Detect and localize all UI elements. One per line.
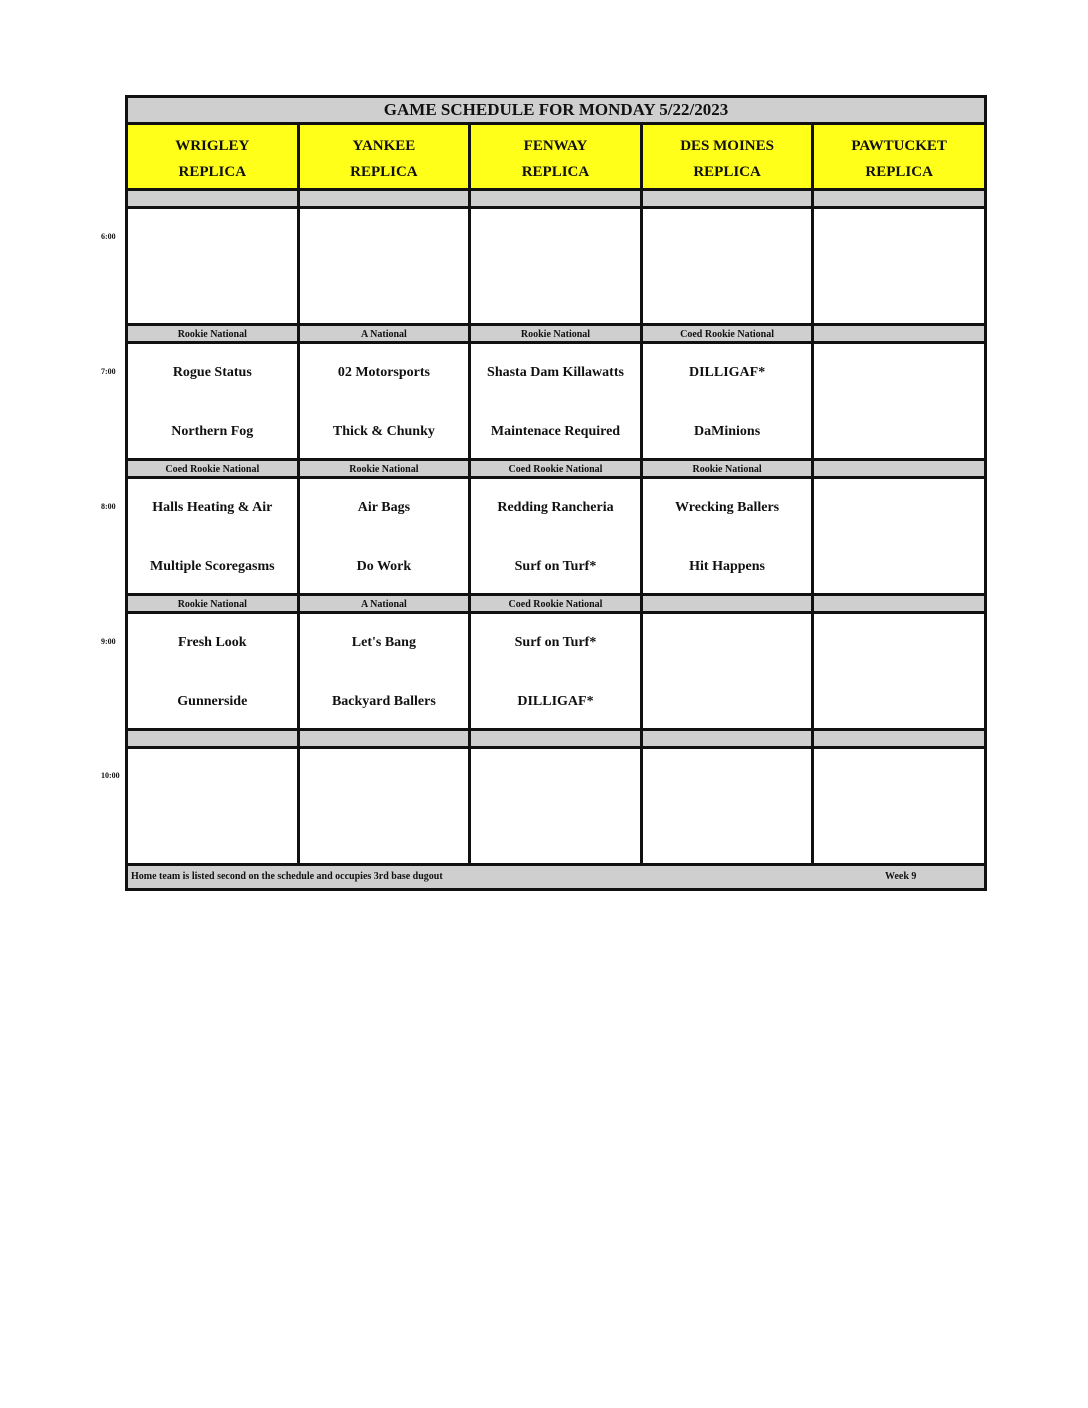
home-team: Gunnerside — [177, 694, 248, 709]
division-label — [300, 191, 472, 209]
game-cell — [643, 614, 815, 731]
week-label: Week 9 — [885, 871, 917, 882]
division-label: A National — [300, 326, 472, 344]
division-row — [128, 191, 984, 209]
home-team: Maintenace Required — [490, 424, 621, 439]
game-cell — [300, 344, 472, 461]
time-slots — [128, 191, 984, 866]
game-cell — [471, 209, 643, 326]
time-label: 6:00 — [101, 232, 116, 241]
division-row — [128, 731, 984, 749]
game-row — [128, 479, 984, 596]
field-header-pawtucket: PAWTUCKET REPLICA — [814, 125, 984, 191]
division-row — [128, 461, 984, 479]
division-label: Rookie National — [643, 461, 815, 479]
division-label: Rookie National — [128, 596, 300, 614]
footer — [128, 866, 984, 888]
division-label — [643, 596, 815, 614]
division-label — [471, 191, 643, 209]
away-team: Redding Rancheria — [497, 500, 614, 515]
game-row — [128, 344, 984, 461]
game-cell — [814, 614, 984, 731]
game-cell — [814, 344, 984, 461]
game-cell — [128, 479, 300, 596]
division-label — [814, 326, 984, 344]
division-label — [300, 731, 472, 749]
game-cell — [471, 344, 643, 461]
field-header-yankee: YANKEE REPLICA — [300, 125, 472, 191]
away-team: Fresh Look — [178, 635, 247, 650]
away-team: Rogue Status — [172, 365, 252, 380]
game-cell — [128, 209, 300, 326]
away-team: Shasta Dam Killawatts — [487, 365, 624, 380]
division-label: Rookie National — [300, 461, 472, 479]
game-cell — [128, 749, 300, 866]
home-team: Backyard Ballers — [331, 694, 436, 709]
division-label: Coed Rookie National — [643, 326, 815, 344]
home-team: Surf on Turf* — [514, 559, 597, 574]
field-header-fenway: FENWAY REPLICA — [471, 125, 643, 191]
away-team: Let's Bang — [351, 635, 416, 650]
game-cell — [814, 479, 984, 596]
field-header-row — [128, 125, 984, 191]
game-cell — [814, 749, 984, 866]
division-label — [128, 191, 300, 209]
game-cell — [643, 479, 815, 596]
game-cell — [471, 749, 643, 866]
field-header-des-moines: DES MOINES REPLICA — [643, 125, 815, 191]
away-team: Surf on Turf* — [514, 635, 597, 650]
division-label — [814, 731, 984, 749]
division-label — [643, 191, 815, 209]
away-team: Wrecking Ballers — [675, 500, 780, 515]
division-label: Coed Rookie National — [471, 461, 643, 479]
page-title: GAME SCHEDULE FOR MONDAY 5/22/2023 — [128, 98, 984, 125]
division-label: Coed Rookie National — [128, 461, 300, 479]
schedule-table — [125, 95, 987, 891]
field-header-wrigley: WRIGLEY REPLICA — [128, 125, 300, 191]
game-cell — [643, 209, 815, 326]
division-label: Rookie National — [471, 326, 643, 344]
division-row — [128, 326, 984, 344]
home-team: DILLIGAF* — [517, 694, 594, 709]
home-team: Multiple Scoregasms — [150, 559, 275, 574]
division-label: Coed Rookie National — [471, 596, 643, 614]
footer-note: Home team is listed second on the schedule and occupies 3rd base dugout — [131, 871, 443, 882]
division-label — [814, 461, 984, 479]
game-row — [128, 209, 984, 326]
game-cell — [471, 614, 643, 731]
game-cell — [814, 209, 984, 326]
time-label: 8:00 — [101, 502, 116, 511]
division-row — [128, 596, 984, 614]
away-team: Air Bags — [357, 500, 411, 515]
home-team: Hit Happens — [689, 559, 765, 574]
division-label — [643, 731, 815, 749]
division-label: Rookie National — [128, 326, 300, 344]
game-cell — [643, 344, 815, 461]
time-label: 9:00 — [101, 637, 116, 646]
game-row — [128, 749, 984, 866]
game-cell — [128, 614, 300, 731]
game-row — [128, 614, 984, 731]
division-label — [814, 191, 984, 209]
away-team: DILLIGAF* — [688, 365, 766, 380]
home-team: Northern Fog — [171, 424, 254, 439]
home-team: Do Work — [356, 559, 412, 574]
division-label — [471, 731, 643, 749]
division-label — [128, 731, 300, 749]
game-cell — [300, 479, 472, 596]
game-cell — [300, 749, 472, 866]
game-cell — [300, 209, 472, 326]
home-team: DaMinions — [694, 424, 761, 439]
time-label: 10:00 — [101, 771, 120, 780]
division-label — [814, 596, 984, 614]
division-label: A National — [300, 596, 472, 614]
away-team: Halls Heating & Air — [152, 500, 273, 515]
game-cell — [471, 479, 643, 596]
away-team: 02 Motorsports — [337, 365, 430, 380]
time-label: 7:00 — [101, 367, 116, 376]
game-cell — [643, 749, 815, 866]
home-team: Thick & Chunky — [332, 424, 435, 439]
game-cell — [128, 344, 300, 461]
game-cell — [300, 614, 472, 731]
